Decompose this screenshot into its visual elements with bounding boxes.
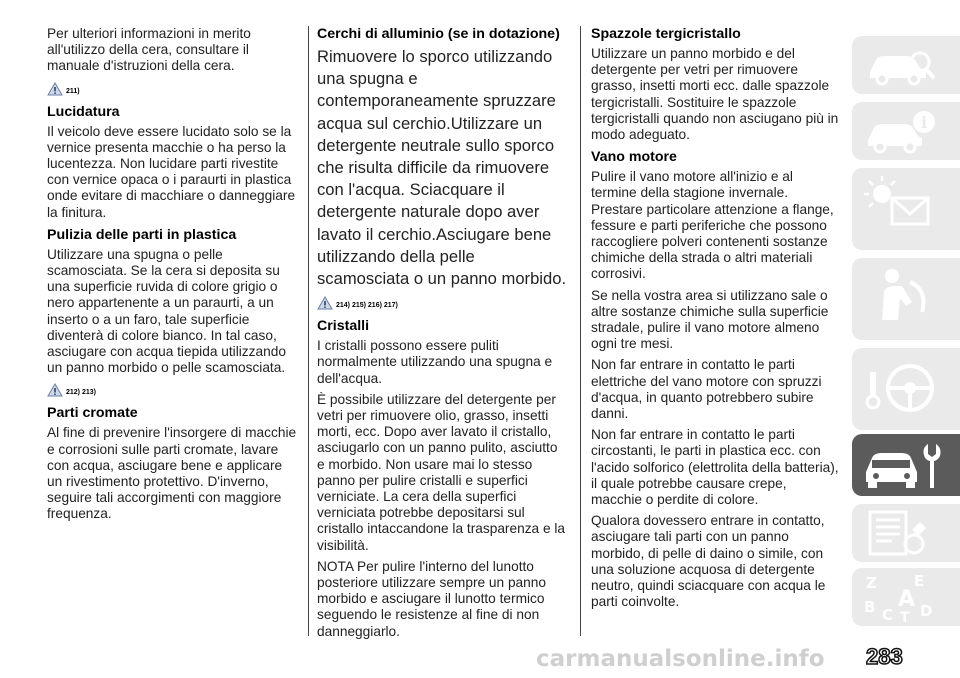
text-spazzole-tergicristallo: Utilizzare un panno morbido e del detergente per vetri per rimuovere grasso, insetti morti ecc. dalle spazzole tergicristalli. Sostituire le spazzole tergicristalli quando non asciugano più in modo adeguato.: [591, 46, 839, 143]
index-letter: B: [864, 598, 876, 616]
tab-manutenzione-cura[interactable]: [852, 434, 960, 496]
text-vano-motore-1: Pulire il vano motore all'inizio e al termine della stagione invernale. Prestare particolare attenzione a flange, fessure e parti periferiche che possono raccogliere polveri contenenti sostanze chimiche della strada o altri materiali corrosivi.: [591, 169, 834, 282]
column-middle: [317, 26, 567, 645]
text-vano-motore-2: Se nella vostra area si utilizzano sale o altre sostanze chimiche sulla superficie stradale, pulire il vano motore almeno ogni tre mesi.: [591, 287, 829, 352]
airbag-seatbelt-icon: [862, 262, 942, 332]
index-letter: E: [914, 572, 925, 590]
svg-text:i: i: [920, 113, 928, 132]
warning-triangle-icon: [317, 296, 333, 310]
heading-parti-cromate: Parti cromate: [47, 405, 138, 422]
text-lucidatura: Il veicolo deve essere lucidato solo se la vernice presenta macchie o ha perso la lucentezza. Non lucidare parti rivestite con vernice opaca o i paraurti in plastica onde evitare di macchiare o danneggiare la finitura.: [47, 123, 296, 220]
warning-ref-label: 214) 215) 216) 217): [336, 302, 398, 310]
tab-dati-tecnici[interactable]: [852, 504, 960, 562]
tab-spie-messaggi[interactable]: [852, 168, 960, 250]
alphabet-index-icon: [862, 572, 942, 624]
text-parti-cromate: Al fine di prevenire l'insorgere di macchie e corrosioni sulle parti cromate, lavare con acqua, asciugare bene e applicare un rivestimento protettivo. D'inverno, seguire tali accorgimenti con maggiore frequenza.: [47, 425, 297, 522]
text-vano-motore-5: Qualora dovessero entrare in contatto, asciugare tali parti con un panno morbido, di pelle di daino o simile, con una soluzione acquosa di detergente neutro, quindi sciacquare con acqua le parti coinvolte.: [591, 513, 826, 610]
column-divider: [308, 26, 309, 636]
column-left: [47, 26, 297, 528]
text-nota-lunotto: NOTA Per pulire l'interno del lunotto posteriore utilizzare sempre un panno morbido e asciugare il lunotto termico seguendo le resistenze al fine di non danneggiarlo.: [317, 558, 547, 639]
warning-triangle-icon: [47, 383, 63, 397]
tab-avviamento-guida[interactable]: [852, 348, 960, 430]
index-letter: T: [900, 610, 910, 624]
heading-pulizia-plastica: Pulizia delle parti in plastica: [47, 226, 237, 243]
text-vano-motore-3: Non far entrare in contatto le parti elettriche del vano motore con spruzzi d'acqua, in quanto potrebbero subire danni.: [591, 357, 822, 422]
tab-in-emergenza[interactable]: [852, 258, 960, 340]
car-magnifier-icon: [862, 40, 942, 90]
index-letter: C: [882, 606, 894, 624]
watermark-text: carmanualsonline.info: [536, 646, 825, 672]
tab-sicurezza[interactable]: [852, 102, 960, 160]
text-vano-motore-4: Non far entrare in contatto le parti circostanti, le parti in plastica ecc. con l'acido solforico (elettrolita della batteria), il quale potrebbe causare crepe, macchie o perdite di colore.: [591, 427, 839, 508]
index-letter: A: [898, 587, 916, 612]
index-letter: Z: [866, 574, 877, 592]
heading-lucidatura: Lucidatura: [47, 103, 120, 120]
warning-triangle-icon: [47, 82, 63, 96]
car-wrench-icon: [862, 438, 952, 494]
steering-key-icon: [862, 352, 942, 422]
text-cerchi-alluminio: Rimuovere lo sporco utilizzando una spugna e contemporaneamente spruzzare acqua sul cerchio.Utilizzare un detergente neutrale sullo sporco che risulta difficile da rimuovere con l'acqua. Sciacquare il detergente naturale dopo aver lavato il cerchio.Asciugare bene utilizzando della pelle scamosciata o un panno morbido.: [317, 47, 567, 289]
tab-indice-alfabetico[interactable]: [852, 568, 960, 626]
warning-ref-label: 211): [66, 87, 80, 95]
column-right: [591, 26, 841, 616]
dashboard-lights-icon: [862, 172, 942, 242]
heading-cerchi-alluminio: Cerchi di alluminio (se in dotazione): [317, 26, 560, 42]
heading-cristalli: Cristalli: [317, 318, 370, 335]
intro-text: Per ulteriori informazioni in merito all'utilizzo della cera, consultare il manuale d'istruzioni della cera.: [47, 26, 251, 74]
warning-ref-211: [47, 80, 297, 96]
warning-ref-214-217: [317, 294, 567, 310]
car-info-icon: [862, 106, 942, 156]
warning-ref-212-213: [47, 381, 297, 397]
text-pulizia-plastica: Utilizzare una spugna o pelle scamosciata. Se la cera si deposita su una superficie ruvida di colore grigio o nero appartenente a un paraurti, a un inserto o a un faro, tale superficie diventerà di colore bianco. In tal caso, asciugare con acqua tiepida utilizzando un panno morbido o pelle scamosciata.: [47, 246, 286, 376]
tab-conoscenza-vettura[interactable]: [852, 36, 960, 94]
warning-ref-label: 212) 213): [66, 389, 96, 397]
specs-list-icon: [862, 508, 942, 558]
text-cristalli-1: I cristalli possono essere puliti normalmente utilizzando una spugna e dell'acqua.: [317, 338, 553, 386]
text-cristalli-2: È possibile utilizzare del detergente per vetri per rimuovere olio, grasso, insetti morti, ecc. Dopo aver lavato il cristallo, asciugarlo con un panno pulito, asciutto e morbido. Non usare mai lo stesso panno per pulire cristalli e superfici verniciate. La cera della superfici verniciata potrebbe depositarsi sul cristallo intaccandone la trasparenza e la visibilità.: [317, 391, 566, 553]
index-letter: D: [920, 602, 933, 620]
page-number: 283: [866, 644, 903, 669]
column-divider: [580, 26, 581, 636]
heading-spazzole-tergicristallo: Spazzole tergicristallo: [591, 26, 741, 42]
heading-vano-motore: Vano motore: [591, 149, 677, 166]
